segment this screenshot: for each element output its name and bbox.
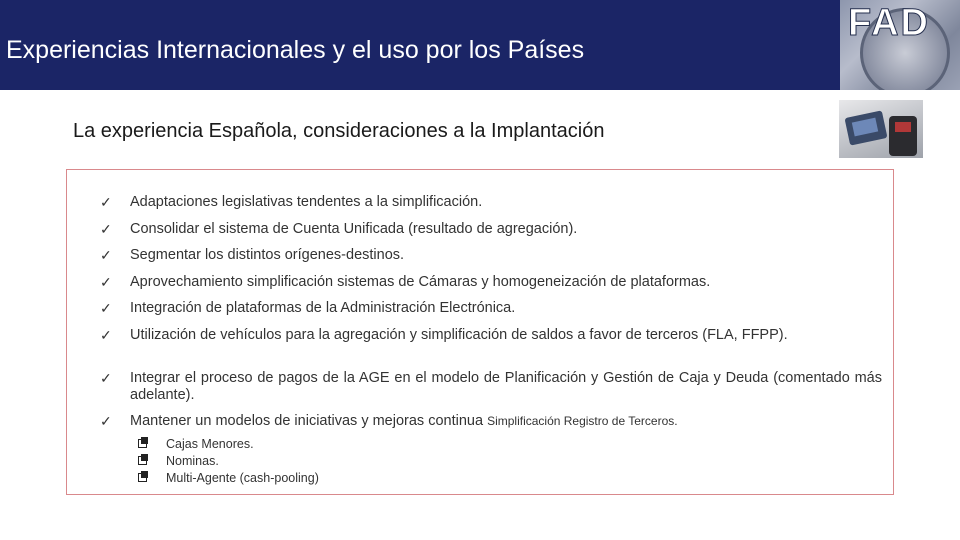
check-mark-icon: ✓ bbox=[100, 370, 112, 386]
slide-title: Experiencias Internacionales y el uso por los Países bbox=[6, 36, 585, 64]
square-bullet-icon bbox=[138, 456, 147, 465]
fad-logo-text: FAD bbox=[848, 2, 930, 44]
list-item-suffix: Simplificación Registro de Terceros. bbox=[487, 414, 678, 428]
check-mark-icon: ✓ bbox=[100, 327, 112, 343]
check-mark-icon: ✓ bbox=[100, 300, 112, 316]
header-bar bbox=[0, 0, 960, 90]
card-payment-terminal-photo bbox=[839, 100, 923, 158]
square-bullet-icon bbox=[138, 439, 147, 448]
list-item-text: Mantener un modelos de iniciativas y mejoras continua bbox=[130, 413, 484, 429]
square-bullet-icon bbox=[138, 473, 147, 482]
check-mark-icon: ✓ bbox=[100, 221, 112, 237]
slide-subtitle: La experiencia Española, consideraciones a la Implantación bbox=[73, 120, 605, 142]
imf-logo bbox=[840, 0, 960, 90]
check-mark-icon: ✓ bbox=[100, 413, 112, 429]
check-mark-icon: ✓ bbox=[100, 194, 112, 210]
check-mark-icon: ✓ bbox=[100, 247, 112, 263]
check-mark-icon: ✓ bbox=[100, 274, 112, 290]
